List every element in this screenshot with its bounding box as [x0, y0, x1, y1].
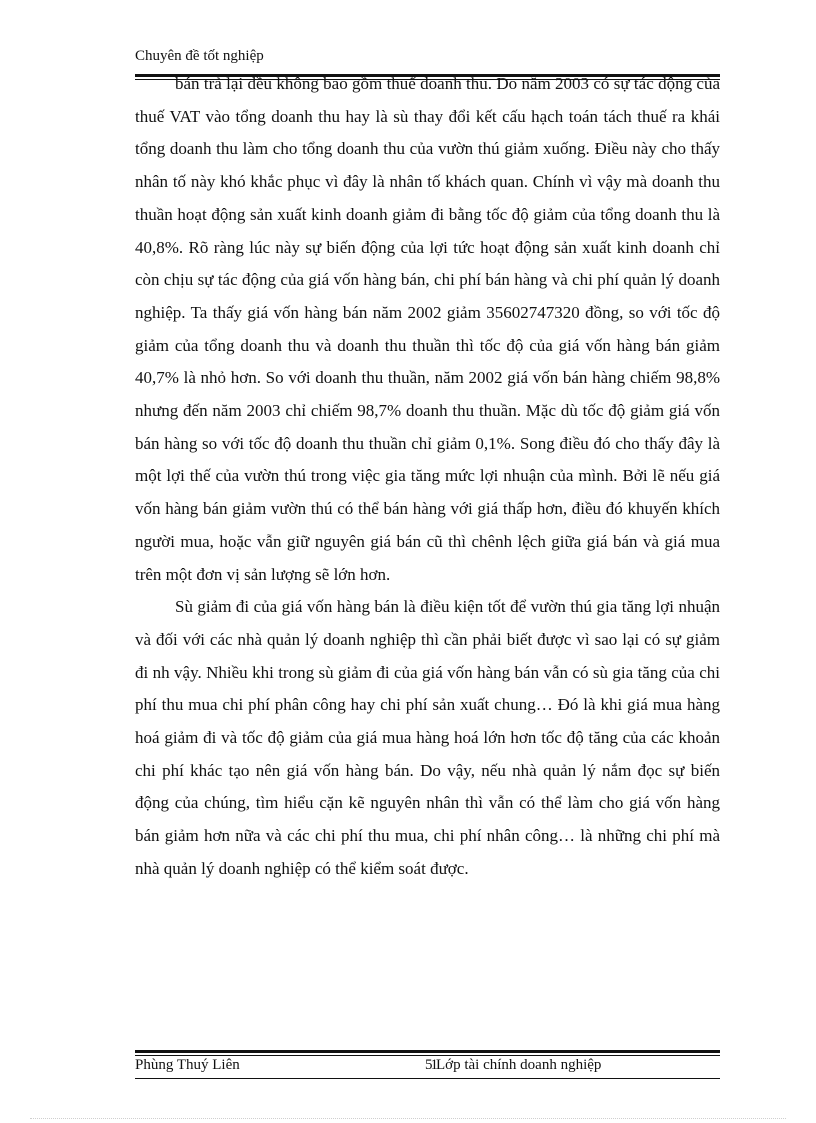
footer-author: Phùng Thuý Liên	[135, 1057, 240, 1073]
footer-class-name: Lớp tài chính doanh nghiệp	[436, 1057, 602, 1073]
body-text	[135, 68, 720, 886]
footer-right	[425, 1057, 601, 1074]
footer-bottom-rule	[135, 1078, 720, 1079]
page-bottom-dotted-line	[30, 1118, 786, 1119]
header-title: Chuyên đề tốt nghiệp	[135, 48, 264, 64]
paragraph-2: Sù giảm đi của giá vốn hàng bán là điều kiện tốt để vườn thú gia tăng lợi nhuận và đối với các nhà quản lý doanh nghiệp thì cần phải biết được vì sao lại có sự giảm đi nh vậy. Nhiều khi trong sù giảm đi của giá vốn hàng bán vẫn có sù gia tăng của chi phí thu mua chi phí phân công hay chi phí sản xuất chung… Đó là khi giá mua hàng hoá giảm đi và tốc độ giảm của giá mua hàng hoá lớn hơn tốc độ tăng của các khoản chi phí khác tạo nên giá vốn hàng bán. Do vậy, nếu nhà quản lý nắm đọc sự biến động của chúng, tìm hiểu cặn kẽ nguyên nhân thì vẫn có thể làm cho giá vốn hàng bán giảm hơn nữa và các chi phí thu mua, chi phí nhân công… là những chi phí mà nhà quản lý doanh nghiệp có thể kiểm soát được.	[135, 597, 720, 878]
footer-rule-thin	[135, 1055, 720, 1056]
page-number: 51	[425, 1057, 436, 1073]
paragraph-1: bán trả lại đều không bao gồm thuế doanh thu. Do năm 2003 có sự tác động của thuế VAT vào tổng doanh thu hay là sù thay đổi kết cấu hạch toán tách thuế ra khái tổng doanh thu làm cho tổng doanh thu của vườn thú giảm xuống. Điều này cho thấy nhân tố này khó khắc phục vì đây là nhân tố khách quan. Chính vì vậy mà doanh thu thuần hoạt động sản xuất kinh doanh giảm đi bằng tốc độ giảm của tổng doanh thu là 40,8%. Rõ ràng lúc này sự biến động của lợi tức hoạt động sản xuất kinh doanh chỉ còn chịu sự tác động của giá vốn hàng bán, chi phí bán hàng và chi phí quản lý doanh nghiệp. Ta thấy giá vốn hàng bán năm 2002 giảm 35602747320 đồng, so với tốc độ giảm của tổng doanh thu và doanh thu thuần thì tốc độ của giá vốn hàng bán giảm 40,7% là nhỏ hơn. So với doanh thu thuần, năm 2002 giá vốn bán hàng chiếm 98,8% nhưng đến năm 2003 chỉ chiếm 98,7% doanh thu thuần. Mặc dù tốc độ giảm giá vốn bán hàng so với tốc độ doanh thu thuần chỉ giảm 0,1%. Song điều đó cho thấy đây là một lợi thế của vườn thú trong việc gia tăng mức lợi nhuận của mình. Bởi lẽ nếu giá vốn hàng bán giảm vườn thú có thể bán hàng với giá thấp hơn, điều đó khuyến khích người mua, hoặc vẫn giữ nguyên giá bán cũ thì chênh lệch giữa giá bán và giá mua trên một đơn vị sản lượng sẽ lớn hơn.	[135, 74, 720, 584]
footer-rule-thick	[135, 1050, 720, 1053]
